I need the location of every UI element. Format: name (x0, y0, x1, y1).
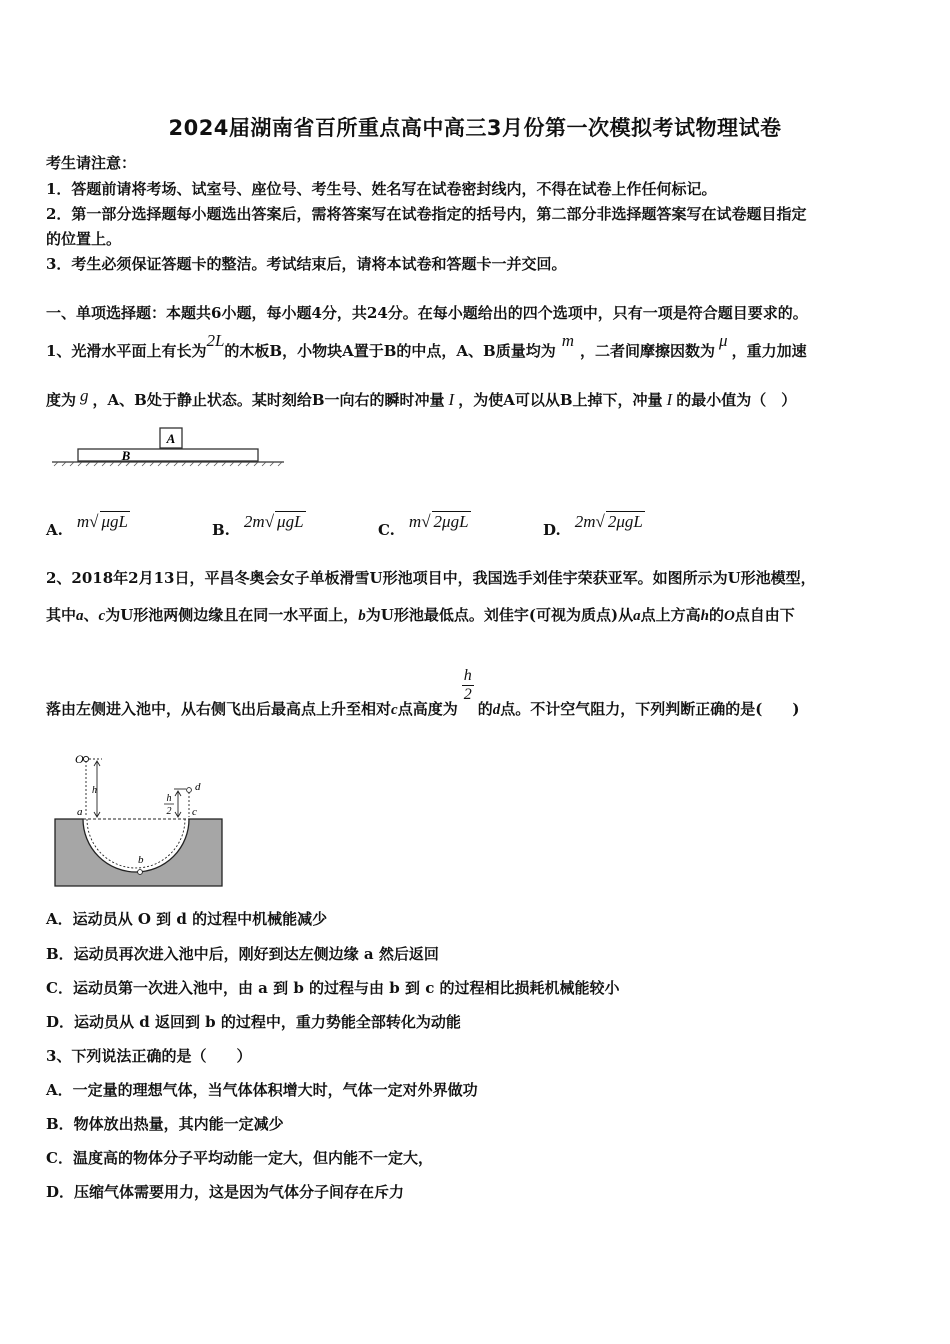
notice-item: 3．考生必须保证答题卡的整洁。考试结束后，请将本试卷和答题卡一并交回。 (46, 255, 567, 273)
q3-option-a[interactable]: A．一定量的理想气体，当气体体积增大时，气体一定对外界做功 (46, 1081, 478, 1099)
q2-stem-line1: 2、2018年2月13日，平昌冬奥会女子单板滑雪U形池项目中，我国选手刘佳宇荣获亚军。如图所示为U形池模型， (46, 569, 816, 587)
fraction-h-over-2: $\frac{h}{2}$ (463, 667, 472, 703)
q3-option-c[interactable]: C．温度高的物体分子平均动能一定大，但内能不一定大， (46, 1149, 433, 1167)
q2-stem-line2: 其中a、c为U形池两侧边缘且在同一水平面上，b为U形池最低点。刘佳宇(可视为质点)从a点上方高h的O点自由下 (46, 606, 795, 624)
q2-option-a[interactable]: A．运动员从 O 到 d 的过程中机械能减少 (46, 910, 328, 928)
q1-figure (50, 425, 290, 470)
label-c: c (192, 806, 197, 818)
label-half-h-den: 2 (166, 806, 172, 817)
section-heading: 一、单项选择题：本题共6小题，每小题4分，共24分。在每小题给出的四个选项中，只有一项是符合题目要求的。 (46, 304, 808, 322)
q1-stem-line2: 度为 g ，A、B处于静止状态。某时刻给B一向右的瞬时冲量 I ，为使A可以从B上掉下，冲量 I 的最小值为（ ） (46, 386, 797, 409)
label-h: h (92, 785, 97, 796)
notice-item: 2．第一部分选择题每小题选出答案后，需将答案写在试卷指定的括号内，第二部分非选择题答案写在试卷题目指定 (46, 205, 807, 223)
q3-option-d[interactable]: D．压缩气体需要用力，这是因为气体分子间存在斥力 (46, 1183, 405, 1201)
page-title: 2024届湖南省百所重点高中高三3月份第一次模拟考试物理试卷 (168, 116, 782, 140)
q2-option-c[interactable]: C．运动员第一次进入池中，由 a 到 b 的过程与由 b 到 c 的过程相比损耗机械能较小 (46, 979, 620, 997)
q2-option-d[interactable]: D．运动员从 d 返回到 b 的过程中，重力势能全部转化为动能 (46, 1013, 461, 1031)
q2-option-b[interactable]: B．运动员再次进入池中后，刚好到达左侧边缘 a 然后返回 (46, 945, 439, 963)
notice-item: 1．答题前请将考场、试室号、座位号、考生号、姓名写在试卷密封线内，不得在试卷上作任何标记。 (46, 180, 717, 198)
q2-stem-line3: 落由左侧进入池中，从右侧飞出后最高点上升至相对c点高度为 $\frac{h}{2}$ 的d点。不计空气阻力，下列判断正确的是( ) (46, 667, 800, 718)
q1-option-b[interactable]: B. 2m√ μgL (212, 512, 304, 539)
label-o: O (75, 752, 84, 766)
label-d: d (195, 781, 201, 793)
label-a: a (77, 806, 83, 818)
q3-option-b[interactable]: B．物体放出热量，其内能一定减少 (46, 1115, 284, 1133)
u-pool-body (55, 819, 222, 886)
point-b-marker (138, 870, 143, 875)
point-o-marker (83, 756, 88, 761)
point-d-marker (187, 788, 192, 793)
board-b-label: B (121, 448, 131, 463)
notice-item: 的位置上。 (46, 230, 122, 248)
block-a-label: A (166, 431, 176, 446)
q1-stem-line1: 1、光滑水平面上有长为2L的木板B，小物块A置于B的中点，A、B质量均为m，二者间摩擦因数为μ，重力加速 (46, 331, 807, 360)
q1-option-c[interactable]: C. m√ 2μgL (378, 512, 469, 539)
q3-stem: 3、下列说法正确的是（ ） (46, 1047, 252, 1065)
label-b: b (138, 854, 144, 866)
label-half-h-num: h (166, 793, 172, 804)
notice-heading: 考生请注意： (46, 154, 137, 172)
q1-option-a[interactable]: A. m√ μgL (46, 512, 128, 539)
q2-u-pool-figure (50, 745, 240, 895)
q1-option-d[interactable]: D. 2m√ 2μgL (543, 512, 643, 539)
board-b (78, 449, 258, 461)
